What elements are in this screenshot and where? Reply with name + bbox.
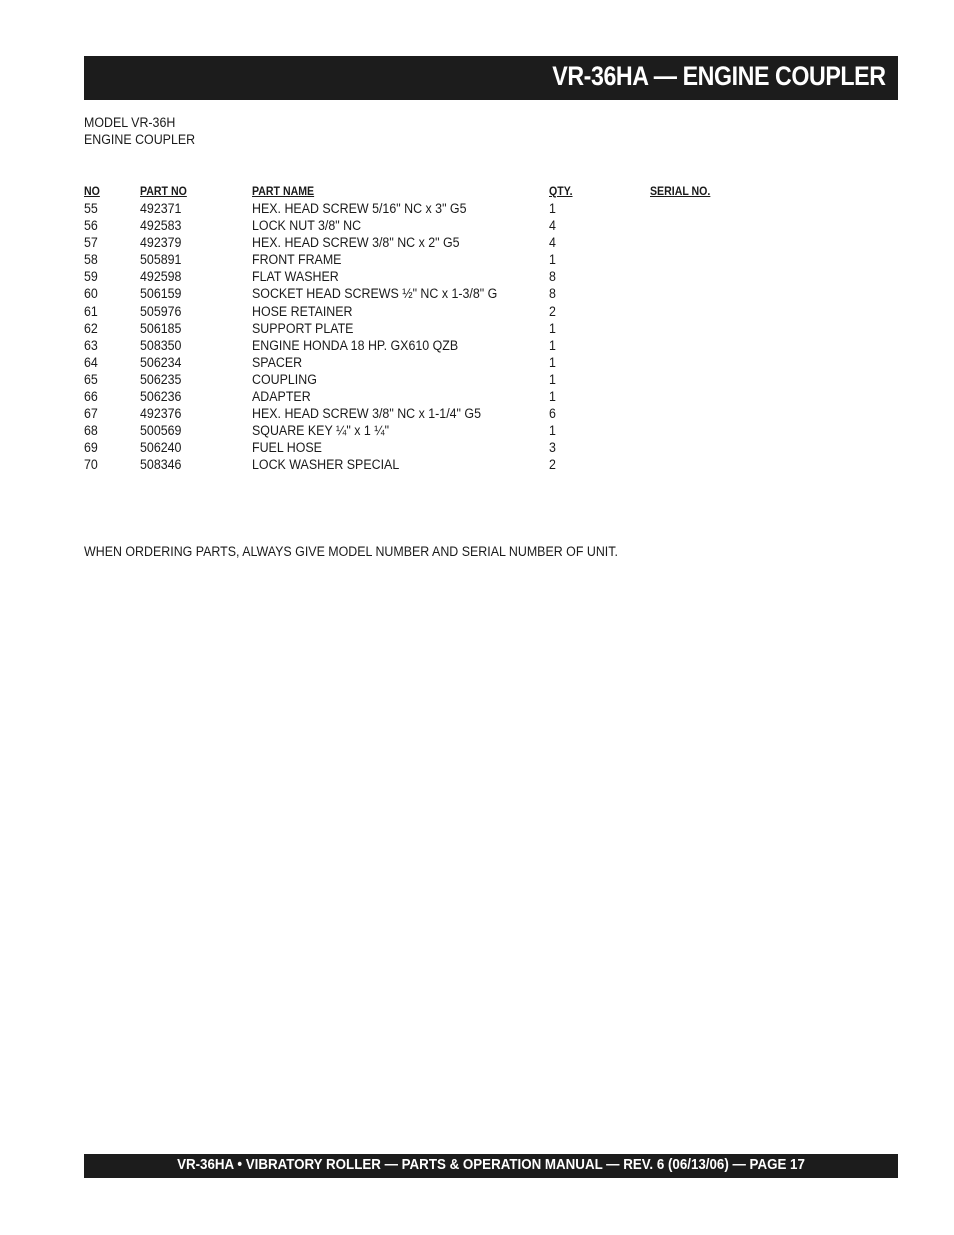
- table-row: [84, 439, 784, 456]
- cell-part-name: HOSE RETAINER: [252, 303, 353, 319]
- table-row: [84, 388, 784, 405]
- cell-part-no: 506235: [140, 371, 182, 387]
- cell-no: 56: [84, 218, 98, 234]
- cell-no: 66: [84, 389, 98, 405]
- table-row: [84, 337, 784, 354]
- cell-qty: 2: [549, 303, 556, 319]
- parts-table: [84, 184, 784, 474]
- cell-part-name: HEX. HEAD SCREW 3/8" NC x 1-1/4" G5: [252, 406, 481, 422]
- table-body: [84, 200, 784, 474]
- cell-part-no: 506159: [140, 286, 182, 302]
- table-row: [84, 251, 784, 268]
- table-row: [84, 422, 784, 439]
- table-row: [84, 217, 784, 234]
- header-bar: [84, 56, 898, 100]
- cell-qty: 8: [549, 286, 556, 302]
- column-header-part-name: PART NAME: [252, 186, 315, 198]
- cell-qty: 1: [549, 389, 556, 405]
- cell-part-no: 508350: [140, 337, 182, 353]
- cell-part-no: 506240: [140, 440, 182, 456]
- footer-text: VR-36HA • VIBRATORY ROLLER — PARTS & OPERATION MANUAL — REV. 6 (06/13/06) — PAGE 17: [177, 1157, 805, 1173]
- cell-part-name: COUPLING: [252, 371, 317, 387]
- cell-no: 58: [84, 252, 98, 268]
- table-row: [84, 405, 784, 422]
- cell-no: 67: [84, 406, 98, 422]
- cell-qty: 3: [549, 440, 556, 456]
- cell-no: 60: [84, 286, 98, 302]
- cell-qty: 1: [549, 201, 556, 216]
- cell-part-no: 492371: [140, 201, 182, 216]
- table-row: [84, 200, 784, 217]
- cell-no: 69: [84, 440, 98, 456]
- cell-part-name: LOCK NUT 3/8" NC: [252, 218, 362, 234]
- cell-qty: 6: [549, 406, 556, 422]
- cell-part-no: 506185: [140, 320, 182, 336]
- cell-qty: 4: [549, 235, 556, 251]
- cell-part-no: 492376: [140, 406, 182, 422]
- cell-part-name: SOCKET HEAD SCREWS ½" NC x 1-3/8" G: [252, 286, 498, 302]
- model-block: [84, 114, 195, 148]
- cell-qty: 1: [549, 354, 556, 370]
- cell-qty: 1: [549, 371, 556, 387]
- cell-no: 62: [84, 320, 98, 336]
- cell-no: 65: [84, 371, 98, 387]
- cell-qty: 1: [549, 252, 556, 268]
- cell-part-name: HEX. HEAD SCREW 3/8" NC x 2" G5: [252, 235, 460, 251]
- cell-part-name: HEX. HEAD SCREW 5/16" NC x 3" G5: [252, 201, 467, 216]
- cell-part-name: SQUARE KEY ¼" x 1 ¼": [252, 423, 389, 439]
- cell-part-no: 500569: [140, 423, 182, 439]
- column-header-serial-no: SERIAL NO.: [650, 186, 711, 198]
- cell-qty: 4: [549, 218, 556, 234]
- cell-part-no: 505891: [140, 252, 182, 268]
- cell-part-name: ENGINE HONDA 18 HP. GX610 QZB: [252, 337, 459, 353]
- table-row: [84, 354, 784, 371]
- table-row: [84, 303, 784, 320]
- assembly-line: ENGINE COUPLER: [84, 132, 196, 147]
- cell-part-name: ADAPTER: [252, 389, 311, 405]
- cell-part-name: LOCK WASHER SPECIAL: [252, 457, 400, 473]
- cell-part-name: FLAT WASHER: [252, 269, 339, 285]
- cell-no: 64: [84, 354, 98, 370]
- cell-part-name: SUPPORT PLATE: [252, 320, 354, 336]
- column-header-part-no: PART NO: [140, 186, 187, 198]
- ordering-notice: WHEN ORDERING PARTS, ALWAYS GIVE MODEL NUMBER AND SERIAL NUMBER OF UNIT.: [84, 544, 618, 559]
- column-header-no: NO: [84, 186, 100, 198]
- cell-part-no: 508346: [140, 457, 182, 473]
- cell-qty: 1: [549, 423, 556, 439]
- cell-part-no: 506236: [140, 389, 182, 405]
- table-header-row: [84, 184, 784, 200]
- column-header-qty: QTY.: [549, 186, 573, 198]
- cell-part-no: 492598: [140, 269, 182, 285]
- cell-part-no: 492379: [140, 235, 182, 251]
- cell-part-no: 506234: [140, 354, 182, 370]
- cell-part-name: FUEL HOSE: [252, 440, 322, 456]
- model-line: MODEL VR-36H: [84, 115, 176, 130]
- cell-part-name: SPACER: [252, 354, 303, 370]
- table-row: [84, 371, 784, 388]
- cell-no: 63: [84, 337, 98, 353]
- cell-no: 61: [84, 303, 98, 319]
- cell-part-no: 505976: [140, 303, 182, 319]
- cell-no: 57: [84, 235, 98, 251]
- footer-bar: [84, 1154, 898, 1178]
- cell-qty: 1: [549, 320, 556, 336]
- cell-no: 59: [84, 269, 98, 285]
- page-title: VR-36HA — ENGINE COUPLER: [552, 61, 886, 91]
- table-row: [84, 268, 784, 285]
- cell-qty: 1: [549, 337, 556, 353]
- table-row: [84, 456, 784, 473]
- cell-qty: 8: [549, 269, 556, 285]
- cell-no: 55: [84, 201, 98, 216]
- table-row: [84, 285, 784, 302]
- cell-part-no: 492583: [140, 218, 182, 234]
- cell-qty: 2: [549, 457, 556, 473]
- table-row: [84, 320, 784, 337]
- cell-no: 68: [84, 423, 98, 439]
- cell-part-name: FRONT FRAME: [252, 252, 342, 268]
- table-row: [84, 234, 784, 251]
- cell-no: 70: [84, 457, 98, 473]
